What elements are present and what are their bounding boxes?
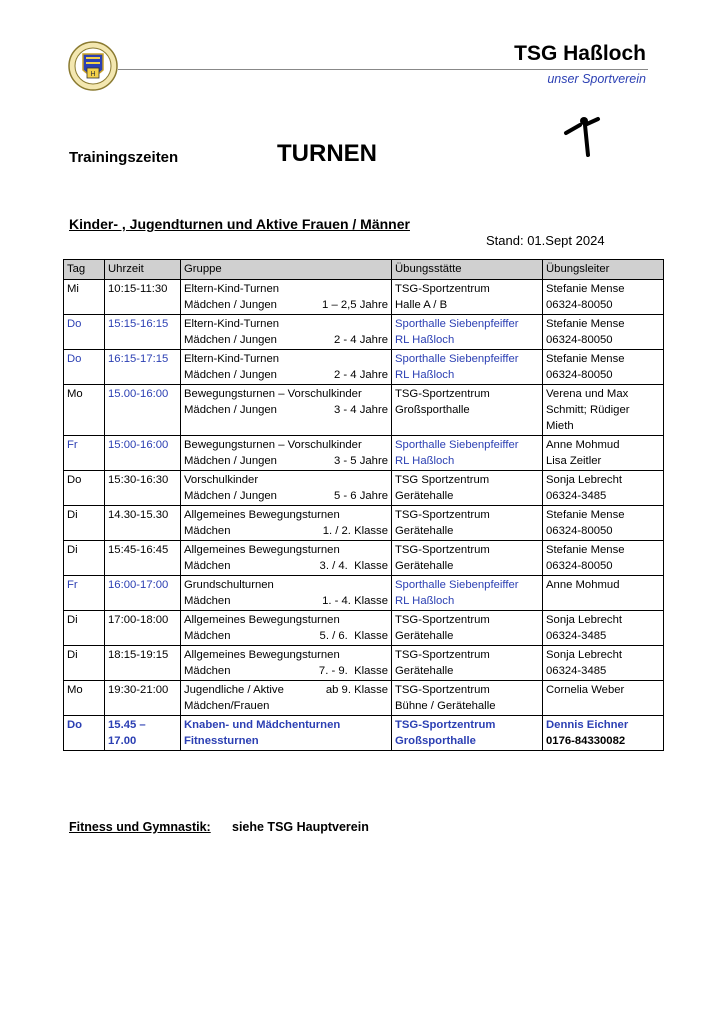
cell-venue <box>392 541 543 576</box>
time-line: 15:30-16:30 <box>108 474 169 486</box>
col-header-day: Tag <box>64 260 105 280</box>
group-audience: Mädchen <box>184 665 231 677</box>
group-audience: Mädchen / Jungen <box>184 334 277 346</box>
col-header-venue: Übungsstätte <box>392 260 543 280</box>
table-row <box>64 681 664 716</box>
cell-time <box>105 385 181 436</box>
cell-group <box>181 315 392 350</box>
fitness-heading: Fitness und Gymnastik: <box>69 820 211 834</box>
leader-line: 06324-80050 <box>546 334 613 346</box>
time-line: 16:00-17:00 <box>108 579 169 591</box>
cell-leader <box>543 471 664 506</box>
group-line <box>184 297 388 313</box>
table-row <box>64 350 664 385</box>
cell-time <box>105 350 181 385</box>
group-name: Eltern-Kind-Turnen <box>184 318 280 330</box>
fitness-reference: siehe TSG Hauptverein <box>232 820 369 834</box>
leader-line: Stefanie Mense <box>546 283 625 295</box>
svg-text:H: H <box>90 71 96 78</box>
cell-day: Di <box>64 506 105 541</box>
table-row <box>64 315 664 350</box>
group-name: Allgemeines Bewegungsturnen <box>184 544 340 556</box>
group-age: 2 - 4 Jahre <box>333 369 388 381</box>
leader-line: Stefanie Mense <box>546 509 625 521</box>
leader-line: 06324-80050 <box>546 560 613 572</box>
cell-group <box>181 471 392 506</box>
group-audience: Mädchen / Jungen <box>184 299 277 311</box>
cell-time <box>105 716 181 751</box>
cell-time <box>105 576 181 611</box>
venue-line: Sporthalle Siebenpfeiffer <box>395 318 519 330</box>
cell-group <box>181 646 392 681</box>
tsg-crest-icon <box>68 36 118 96</box>
cell-venue <box>392 350 543 385</box>
cell-time <box>105 541 181 576</box>
time-line: 17.00 <box>108 735 137 747</box>
venue-line: RL Haßloch <box>395 455 455 467</box>
leader-line: Mieth <box>546 420 574 432</box>
table-row <box>64 506 664 541</box>
cell-group <box>181 280 392 315</box>
group-age: 5 - 6 Jahre <box>333 490 388 502</box>
cell-time <box>105 315 181 350</box>
venue-line: TSG-Sportzentrum <box>395 649 490 661</box>
cell-day: Do <box>64 315 105 350</box>
cell-group <box>181 506 392 541</box>
group-audience: Mädchen / Jungen <box>184 455 277 467</box>
leader-line: 06324-80050 <box>546 369 613 381</box>
cell-leader <box>543 716 664 751</box>
cell-venue <box>392 716 543 751</box>
section-heading: Kinder- , Jugendturnen und Aktive Frauen / Männer <box>69 216 410 232</box>
venue-line: Großsporthalle <box>395 735 476 747</box>
leader-line: Stefanie Mense <box>546 353 625 365</box>
table-row <box>64 471 664 506</box>
cell-group <box>181 385 392 436</box>
group-age: 3. / 4. Klasse <box>319 560 388 572</box>
venue-line: TSG-Sportzentrum <box>395 388 490 400</box>
cell-venue <box>392 280 543 315</box>
group-name: Jugendliche / Aktive <box>184 684 284 696</box>
cell-group <box>181 541 392 576</box>
venue-line: Gerätehalle <box>395 665 454 677</box>
cell-leader <box>543 611 664 646</box>
venue-line: Gerätehalle <box>395 560 454 572</box>
cell-leader <box>543 315 664 350</box>
group-line <box>184 733 388 749</box>
venue-line: RL Haßloch <box>395 369 455 381</box>
time-line: 15:45-16:45 <box>108 544 169 556</box>
cell-day: Di <box>64 646 105 681</box>
leader-line: Schmitt; Rüdiger <box>546 404 630 416</box>
table-row <box>64 385 664 436</box>
table-row <box>64 646 664 681</box>
venue-line: Gerätehalle <box>395 630 454 642</box>
cell-day: Do <box>64 471 105 506</box>
group-age: 1 – 2,5 Jahre <box>322 299 388 311</box>
group-line <box>184 628 388 644</box>
group-audience: Mädchen <box>184 525 231 537</box>
group-name: Eltern-Kind-Turnen <box>184 283 280 295</box>
leader-line: Cornelia Weber <box>546 684 625 696</box>
group-audience: Mädchen/Frauen <box>184 700 270 712</box>
group-name: Allgemeines Bewegungsturnen <box>184 509 340 521</box>
cell-group <box>181 611 392 646</box>
group-audience: Mädchen <box>184 560 231 572</box>
time-line: 18:15-19:15 <box>108 649 169 661</box>
table-row <box>64 611 664 646</box>
cell-time <box>105 646 181 681</box>
col-header-group: Gruppe <box>181 260 392 280</box>
leader-line: Sonja Lebrecht <box>546 474 622 486</box>
cell-day: Fr <box>64 436 105 471</box>
venue-line: TSG Sportzentrum <box>395 474 490 486</box>
group-name: Bewegungsturnen – Vorschulkinder <box>184 388 362 400</box>
cell-leader <box>543 436 664 471</box>
cell-leader <box>543 646 664 681</box>
cell-time <box>105 681 181 716</box>
page-title: TURNEN <box>277 140 377 167</box>
cell-venue <box>392 385 543 436</box>
time-line: 10:15-11:30 <box>108 283 168 295</box>
leader-line: Anne Mohmud <box>546 439 620 451</box>
cell-venue <box>392 681 543 716</box>
time-line: 15.00-16:00 <box>108 388 169 400</box>
leader-line: 06324-80050 <box>546 299 613 311</box>
venue-line: Großsporthalle <box>395 404 470 416</box>
cell-day: Fr <box>64 576 105 611</box>
cell-venue <box>392 315 543 350</box>
group-name: Allgemeines Bewegungsturnen <box>184 649 340 661</box>
group-age: 1. / 2. Klasse <box>322 525 388 537</box>
cell-venue <box>392 506 543 541</box>
venue-line: TSG-Sportzentrum <box>395 719 496 731</box>
group-line <box>184 698 388 714</box>
group-name: Allgemeines Bewegungsturnen <box>184 614 340 626</box>
cell-group <box>181 350 392 385</box>
cell-venue <box>392 576 543 611</box>
table-row <box>64 541 664 576</box>
time-line: 14.30-15.30 <box>108 509 169 521</box>
leader-line: 06324-3485 <box>546 665 607 677</box>
col-header-leader: Übungsleiter <box>543 260 664 280</box>
group-line <box>184 453 388 469</box>
cell-day: Di <box>64 611 105 646</box>
group-age: 7. - 9. Klasse <box>318 665 388 677</box>
cell-time <box>105 471 181 506</box>
group-line <box>184 523 388 539</box>
time-line: 15:00-16:00 <box>108 439 169 451</box>
group-line <box>184 332 388 348</box>
stand-date: Stand: 01.Sept 2024 <box>486 233 605 248</box>
cell-group <box>181 716 392 751</box>
venue-line: TSG-Sportzentrum <box>395 509 490 521</box>
group-line <box>184 682 388 698</box>
cell-leader <box>543 280 664 315</box>
cell-day: Mi <box>64 280 105 315</box>
leader-line: Anne Mohmud <box>546 579 620 591</box>
venue-line: Sporthalle Siebenpfeiffer <box>395 439 519 451</box>
cell-day: Do <box>64 350 105 385</box>
slogan: unser Sportverein <box>547 72 646 86</box>
cell-leader <box>543 681 664 716</box>
group-age: ab 9. Klasse <box>325 684 388 696</box>
cell-venue <box>392 471 543 506</box>
venue-line: TSG-Sportzentrum <box>395 684 490 696</box>
org-name: TSG Haßloch <box>514 42 646 65</box>
cell-day: Di <box>64 541 105 576</box>
time-line: 15.45 – <box>108 719 146 731</box>
group-name: Knaben- und Mädchenturnen <box>184 719 341 731</box>
group-age: 5. / 6. Klasse <box>319 630 388 642</box>
table-row <box>64 716 664 751</box>
table-row <box>64 436 664 471</box>
group-age: 2 - 4 Jahre <box>333 334 388 346</box>
group-name: Eltern-Kind-Turnen <box>184 353 280 365</box>
cell-leader <box>543 350 664 385</box>
group-line <box>184 663 388 679</box>
time-line: 15:15-16:15 <box>108 318 169 330</box>
venue-line: RL Haßloch <box>395 595 455 607</box>
cell-time <box>105 506 181 541</box>
group-line <box>184 402 388 418</box>
cell-group <box>181 681 392 716</box>
leader-line: 0176-84330082 <box>546 735 626 747</box>
time-line: 19:30-21:00 <box>108 684 169 696</box>
leader-line: 06324-3485 <box>546 630 607 642</box>
cell-group <box>181 436 392 471</box>
group-line <box>184 593 388 609</box>
time-line: 16:15-17:15 <box>108 353 169 365</box>
venue-line: Gerätehalle <box>395 490 454 502</box>
page-title-label: Trainingszeiten <box>69 149 179 166</box>
venue-line: Gerätehalle <box>395 525 454 537</box>
leader-line: 06324-80050 <box>546 525 613 537</box>
leader-line: Lisa Zeitler <box>546 455 602 467</box>
schedule-table <box>63 259 664 751</box>
cell-leader <box>543 541 664 576</box>
cell-day: Mo <box>64 385 105 436</box>
venue-line: Sporthalle Siebenpfeiffer <box>395 353 519 365</box>
group-audience: Fitnessturnen <box>184 735 259 747</box>
group-name: Bewegungsturnen – Vorschulkinder <box>184 439 362 451</box>
leader-line: Dennis Eichner <box>546 719 629 731</box>
cell-leader <box>543 385 664 436</box>
cell-time <box>105 436 181 471</box>
venue-line: TSG-Sportzentrum <box>395 283 490 295</box>
cell-leader <box>543 506 664 541</box>
group-name: Grundschulturnen <box>184 579 274 591</box>
cell-leader <box>543 576 664 611</box>
group-line <box>184 558 388 574</box>
group-audience: Mädchen / Jungen <box>184 490 277 502</box>
table-row <box>64 576 664 611</box>
leader-line: Verena und Max <box>546 388 629 400</box>
leader-line: Sonja Lebrecht <box>546 614 622 626</box>
leader-line: Stefanie Mense <box>546 318 625 330</box>
group-line <box>184 488 388 504</box>
cell-day: Mo <box>64 681 105 716</box>
leader-line: 06324-3485 <box>546 490 607 502</box>
time-line: 17:00-18:00 <box>108 614 169 626</box>
cell-venue <box>392 611 543 646</box>
group-age: 3 - 5 Jahre <box>333 455 388 467</box>
group-audience: Mädchen <box>184 630 231 642</box>
group-name: Vorschulkinder <box>184 474 259 486</box>
venue-line: Sporthalle Siebenpfeiffer <box>395 579 519 591</box>
venue-line: RL Haßloch <box>395 334 455 346</box>
table-header-row <box>64 260 664 280</box>
cell-time <box>105 611 181 646</box>
gymnast-icon <box>560 115 608 159</box>
cell-venue <box>392 436 543 471</box>
venue-line: TSG-Sportzentrum <box>395 614 490 626</box>
leader-line: Sonja Lebrecht <box>546 649 622 661</box>
header-divider <box>118 69 648 70</box>
group-audience: Mädchen / Jungen <box>184 404 277 416</box>
venue-line: Halle A / B <box>395 299 448 311</box>
group-audience: Mädchen <box>184 595 231 607</box>
venue-line: Bühne / Gerätehalle <box>395 700 496 712</box>
col-header-time: Uhrzeit <box>105 260 181 280</box>
group-age: 3 - 4 Jahre <box>333 404 388 416</box>
leader-line: Stefanie Mense <box>546 544 625 556</box>
cell-time <box>105 280 181 315</box>
table-row <box>64 280 664 315</box>
cell-venue <box>392 646 543 681</box>
group-line <box>184 367 388 383</box>
venue-line: TSG-Sportzentrum <box>395 544 490 556</box>
cell-day: Do <box>64 716 105 751</box>
group-audience: Mädchen / Jungen <box>184 369 277 381</box>
cell-group <box>181 576 392 611</box>
group-age: 1. - 4. Klasse <box>322 595 388 607</box>
